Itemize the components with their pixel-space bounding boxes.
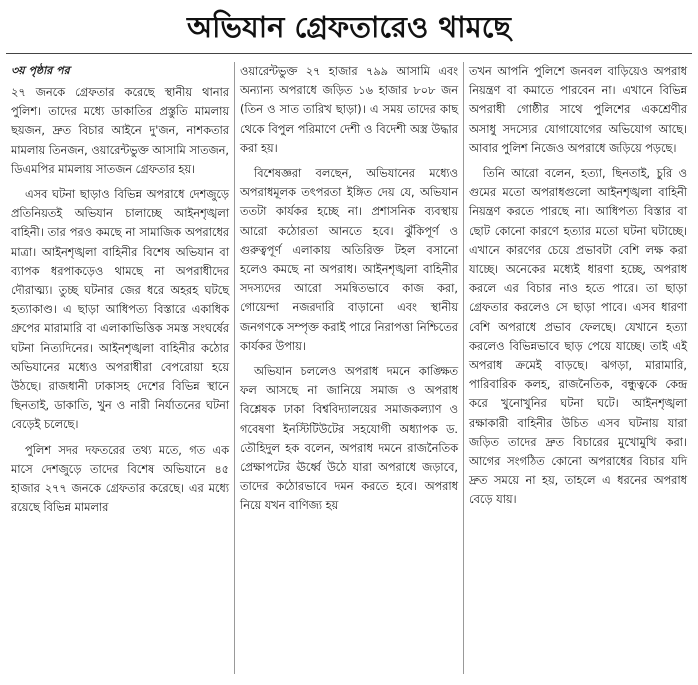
paragraph: তিনি আরো বলেন, হত্যা, ছিনতাই, চুরি ও গুমের মতো অপরাধগুলো আইনশৃঙ্খলা বাহিনী নিয়ন্ত্রণ করতে পারছে না। আধিপত্য বিস্তার বা ছোট কোনো কারণে হত্যার মতো ঘটনা ঘটাচ্ছে। এখানে কারণের চেয়ে প্রভাবটা বেশি লক্ষ করা যাচ্ছে। অনেকের মধ্যেই ধারণা হচ্ছে, অপরাধ করলে এর বিচার নাও হতে পারে। তা ছাড়া গ্রেফতার করলেও সে ছাড়া পাবে। এসব ধারণা বেশি অপরাধে প্রভাব ফেলছে। যেখানে হত্যা করলেও বিভিন্নভাবে ছাড় পেয়ে যাচ্ছে। তাই এই অপরাধ ক্রমেই বাড়ছে। ঝগড়া, মারামারি, পারিবারিক কলহ, রাজনৈতিক, বন্ধুত্বকে কেন্দ্র করে খুনোখুনির ঘটনা ঘটে। আইনশৃঙ্খলা রক্ষাকারী বাহিনীর উচিত এসব ঘটনায় যারা জড়িত তাদের দ্রুত বিচারের মুখোমুখি করা। আগের সংগঠিত কোনো অপরাধের বিচার যদি দ্রুত সময়ে না হয়, তাহলে এ ধরনের অপরাধ বেড়ে যায়। [469,167,687,507]
article-body [6,62,692,674]
article-column-3 [464,62,692,674]
paragraph: অভিযান চললেও অপরাধ দমনে কাঙ্ক্ষিত ফল আসছে না জানিয়ে সমাজ ও অপরাধ বিশ্লেষক ঢাকা বিশ্ববিদ্যালয়ের সমাজকল্যাণ ও গবেষণা ইনস্টিটিউটের সহযোগী অধ্যাপক ড. তৌহিদুল হক বলেন, অপরাধ দমনে রাজনৈতিক প্রেক্ষাপটের ঊর্ধ্বে উঠে যারা অপরাধে জড়াবে, তাদের কঠোরভাবে দমন করতে হবে। অপরাধ নিয়ে যখন বাণিজ্য হয় [240,365,458,513]
paragraph: এসব ঘটনা ছাড়াও বিভিন্ন অপরাধে দেশজুড়ে প্রতিনিয়তই অভিযান চালাচ্ছে আইনশৃঙ্খলা বাহিনী। তার পরও কমছে না সামাজিক অপরাধের মাত্রা। আইনশৃঙ্খলা বাহিনীর বিশেষ অভিযান বা ব্যাপক ধরপাকড়েও থামছে না অপরাধীদের দৌরাত্ম্য। তুচ্ছ ঘটনার জের ধরে অহরহ ঘটছে হত্যাকাণ্ড। এ ছাড়া আধিপত্য বিস্তারে একাধিক গ্রুপের মারামারি বা এলাকাভিত্তিক সমস্ত সংঘর্ষের ঘটনা নিত্যদিনের। আইনশৃঙ্খলা বাহিনীর কঠোর অভিযানের মধ্যেও অপরাধীরা বেপরোয়া হয়ে উঠছে। রাজধানী ঢাকাসহ দেশের বিভিন্ন স্থানে ছিনতাই, ডাকাতি, খুন ও নারী নির্যাতনের ঘটনা বেড়েই চলেছে। [11,188,229,432]
article-column-1 [6,62,234,674]
paragraph: পুলিশ সদর দফতরের তথ্য মতে, গত এক মাসে দেশজুড়ে তাদের বিশেষ অভিযানে ৪৫ হাজার ২৭৭ জনকে গ্রেফতার করেছে। এর মধ্যে রয়েছে বিভিন্ন মামলার [11,443,229,515]
paragraph: ২৭ জনকে গ্রেফতার করেছে স্থানীয় থানার পুলিশ। তাদের মধ্যে ডাকাতির প্রস্তুতি মামলায় ছয়জন, দ্রুত বিচার আইনে দু'জন, নাশকতার মামলায় তিনজন, ওয়ারেন্টভুক্ত আসামি সাতজন, ডিএমপির মামলায় সাতজন গ্রেফতার হয়। [11,86,229,176]
paragraph: বিশেষজ্ঞরা বলছেন, অভিযানের মধ্যেও অপরাধমূলক তৎপরতা ইঙ্গিত দেয় যে, অভিযান ততটা কার্যকর হচ্ছে না। প্রশাসনিক ব্যবস্থায় আরো কঠোরতা আনতে হবে। ঝুঁকিপূর্ণ ও গুরুত্বপূর্ণ এলাকায় অতিরিক্ত টহল বসানো হলেও কমছে না অপরাধ। আইনশৃঙ্খলা বাহিনীর সদস্যদের আরো সমন্বিতভাবে কাজ করা, গোয়েন্দা নজরদারি বাড়ানো এবং স্থানীয় জনগণকে সম্পৃক্ত করাই পারে নিরাপত্তা নিশ্চিতের কার্যকর উপায়। [240,167,458,353]
paragraph: তখন আপনি পুলিশে জনবল বাড়িয়েও অপরাধ নিয়ন্ত্রণ বা কমাতে পারবেন না। এখানে বিভিন্ন অপরাধী গোষ্ঠীর সাথে পুলিশের একশ্রেণীর অসাধু সদস্যের যোগাযোগের অভিযোগ আছে। আবার পুলিশ নিজেও অপরাধে জড়িয়ে পড়ছে। [469,65,687,155]
continued-from-label: ৩য় পৃষ্ঠার পর [11,64,70,77]
paragraph: ওয়ারেন্টভুক্ত ২৭ হাজার ৭৯৯ আসামি এবং অন্যান্য অপরাধে জড়িত ১৬ হাজার ৮০৮ জন (তিন ও সাত তারিখ ছাড়া)। এ সময় তাদের কাছ থেকে বিপুল পরিমাণে দেশী ও বিদেশী অস্ত্র উদ্ধার করা হয়। [240,65,458,155]
article-headline: অভিযান গ্রেফতারেও থামছে [6,8,692,54]
article-column-2 [234,62,464,674]
